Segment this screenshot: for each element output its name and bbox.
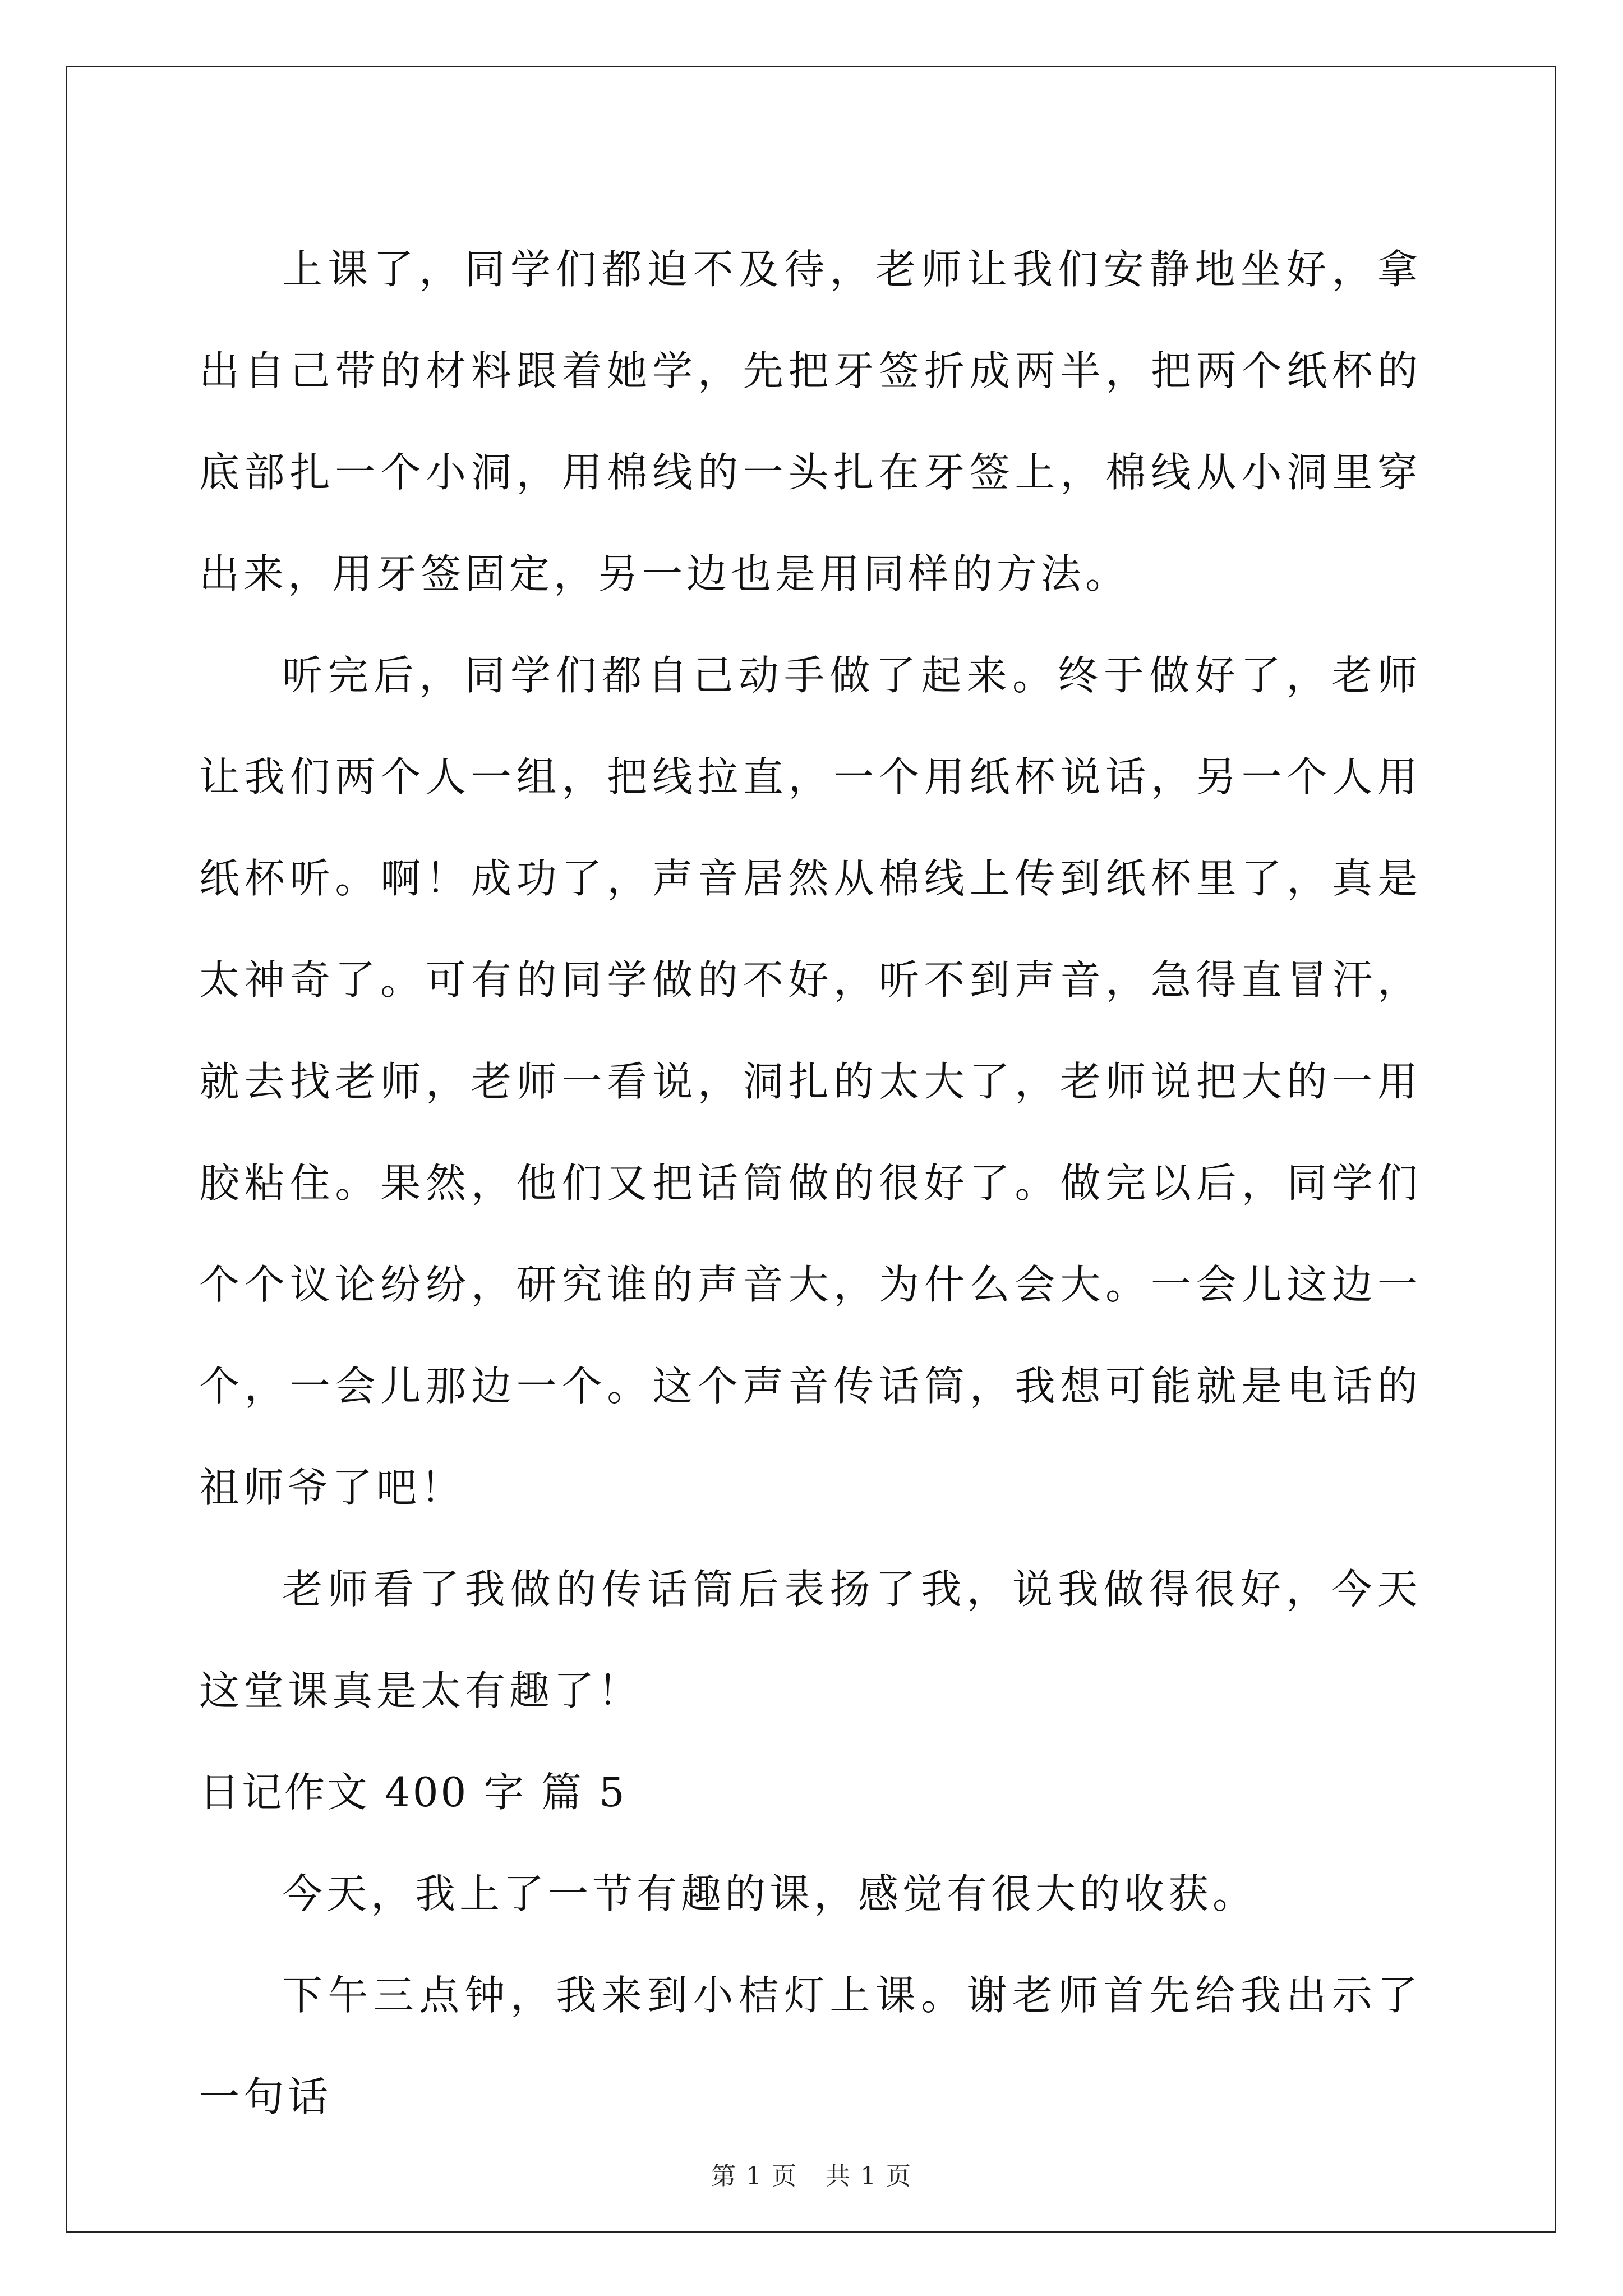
section-heading: 日记作文 400 字 篇 5	[199, 1769, 627, 1816]
document-body	[199, 219, 1422, 2148]
paragraph-success: 听完后，同学们都自己动手做了起来。终于做好了，老师让我们两个人一组，把线拉直，一个用纸杯说话，另一个人用纸杯听。啊！成功了，声音居然从棉线上传到纸杯里了，真是太神奇了。可有的同学做的不好，听不到声音，急得直冒汗，就去找老师，老师一看说，洞扎的太大了，老师说把大的一用胶粘住。果然，他们又把话筒做的很好了。做完以后，同学们个个议论纷纷，研究谁的声音大，为什么会大。一会儿这边一个，一会儿那边一个。这个声音传话筒，我想可能就是电话的祖师爷了吧！	[199, 652, 1422, 1511]
paragraph-afternoon: 下午三点钟，我来到小桔灯上课。谢老师首先给我出示了一句话	[199, 1972, 1422, 2120]
paragraph-today: 今天，我上了一节有趣的课，感觉有很大的收获。	[282, 1870, 1257, 1917]
paragraph-cup-making: 上课了，同学们都迫不及待，老师让我们安静地坐好，拿出自己带的材料跟着她学，先把牙签折成两半，把两个纸杯的底部扎一个小洞，用棉线的一头扎在牙签上，棉线从小洞里穿出来，用牙签固定，另一边也是用同样的方法。	[199, 246, 1422, 597]
page-number-total: 共 1 页	[826, 2162, 912, 2191]
page-footer	[0, 2160, 1623, 2193]
page-number-current: 第 1 页	[711, 2162, 797, 2191]
paragraph-praise: 老师看了我做的传话筒后表扬了我，说我做得很好，今天这堂课真是太有趣了！	[199, 1566, 1422, 1714]
